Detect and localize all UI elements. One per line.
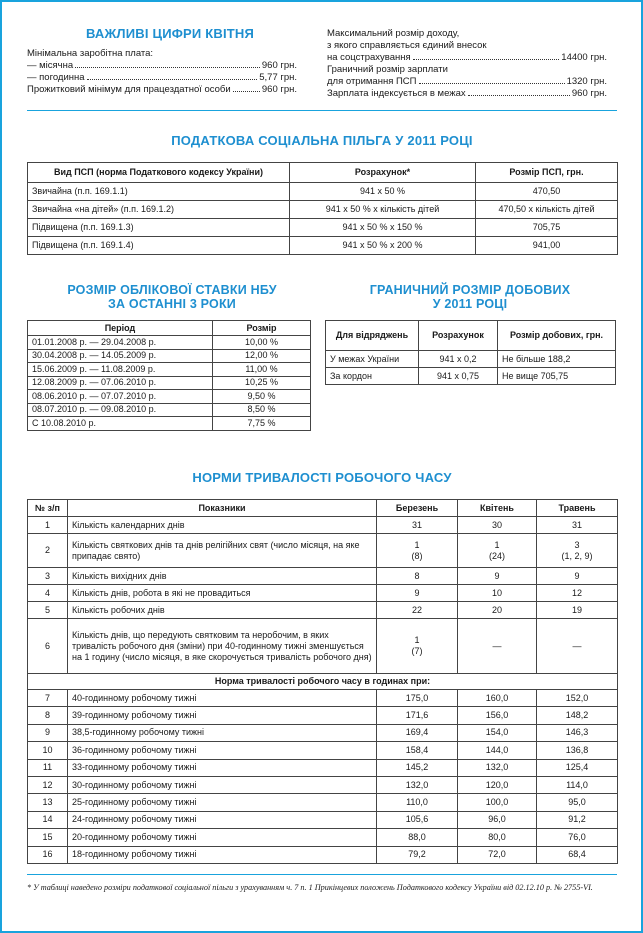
hours-cell: 72,0 (458, 846, 537, 863)
psp-title: ПОДАТКОВА СОЦІАЛЬНА ПІЛЬГА У 2011 РОЦІ (171, 133, 473, 148)
psp-header: Розрахунок* (290, 163, 476, 183)
table-row (28, 829, 618, 846)
daily-title (325, 283, 615, 311)
table-row (28, 811, 618, 828)
hourly-label: — погодинна (27, 72, 85, 83)
norms-cell: Кількість календарних днів (68, 517, 377, 534)
norms-cell: 6 (28, 619, 68, 674)
hourly-wage-row (27, 72, 297, 84)
psp-header: Розмір ПСП, грн. (476, 163, 618, 183)
hours-cell: 33-годинному робочому тижні (68, 759, 377, 776)
daily-cell: За кордон (326, 368, 419, 385)
norms-cell: 9 (377, 585, 458, 602)
norms-cell: 19 (537, 602, 618, 619)
norms-cell: 20 (458, 602, 537, 619)
norms-cell: — (537, 619, 618, 674)
nbu-title (27, 283, 317, 311)
hours-cell: 11 (28, 759, 68, 776)
hours-cell: 18-годинному робочому тижні (68, 846, 377, 863)
hours-cell: 169,4 (377, 724, 458, 741)
hours-cell: 175,0 (377, 690, 458, 707)
table-row (28, 690, 618, 707)
max-income-line1: Максимальний розмір доходу, (327, 28, 460, 39)
hours-cell: 10 (28, 742, 68, 759)
psp-cell: 470,50 x кількість дітей (476, 201, 618, 219)
key-figures-right (327, 28, 607, 100)
nbu-cell: 8,50 % (213, 403, 311, 417)
table-row (28, 376, 311, 390)
norms-cell: 30 (458, 517, 537, 534)
psp-cell: Звичайна (п.п. 169.1.1) (28, 183, 290, 201)
max-income-value: 14400 грн. (561, 52, 607, 63)
limit-row (327, 76, 607, 88)
norms-cell: Кількість вихідних днів (68, 568, 377, 585)
nbu-cell: 10,25 % (213, 376, 311, 390)
norms-cell: Кількість днів, що передують святковим та неробочим, в яких тривалість робочого дня (зміни) при 40-годинному тижні зменшується на 1 годину (число місяця, в яке скорочується тривалість робочого дня) (68, 619, 377, 674)
hours-cell: 36-годинному робочому тижні (68, 742, 377, 759)
norms-cell: 4 (28, 585, 68, 602)
table-row (28, 742, 618, 759)
hours-cell: 39-годинному робочому тижні (68, 707, 377, 724)
nbu-cell: 7,75 % (213, 417, 311, 431)
psp-table (27, 162, 618, 255)
max-income-row (327, 52, 607, 64)
hours-cell: 20-годинному робочому тижні (68, 829, 377, 846)
norms-cell: Кількість робочих днів (68, 602, 377, 619)
hours-cell: 132,0 (458, 759, 537, 776)
nbu-cell: 9,50 % (213, 390, 311, 404)
hours-cell: 88,0 (377, 829, 458, 846)
norms-cell: Кількість святкових днів та днів релігійних свят (число місяця, на яке припадає свято) (68, 534, 377, 568)
hours-cell: 105,6 (377, 811, 458, 828)
norms-header: Показники (68, 500, 377, 517)
indexed-label: Зарплата індексується в межах (327, 88, 466, 99)
hours-cell: 158,4 (377, 742, 458, 759)
table-row (28, 363, 311, 377)
table-row (28, 759, 618, 776)
hours-cell: 76,0 (537, 829, 618, 846)
psp-cell: 941 x 50 % x кількість дітей (290, 201, 476, 219)
table-row (28, 417, 311, 431)
table-row (28, 237, 618, 255)
hours-cell: 24-годинному робочому тижні (68, 811, 377, 828)
hours-cell: 132,0 (377, 776, 458, 793)
hours-cell: 14 (28, 811, 68, 828)
hours-cell: 15 (28, 829, 68, 846)
nbu-cell: 08.07.2010 р. — 09.08.2010 р. (28, 403, 213, 417)
table-row (28, 201, 618, 219)
table-row (28, 794, 618, 811)
hours-cell: 12 (28, 776, 68, 793)
daily-cell: 941 x 0,75 (419, 368, 498, 385)
psp-cell: 941 x 50 % (290, 183, 476, 201)
table-row (28, 846, 618, 863)
nbu-header-row (28, 321, 311, 336)
hours-cell: 8 (28, 707, 68, 724)
psp-cell: 705,75 (476, 219, 618, 237)
daily-cell: Не вище 705,75 (498, 368, 616, 385)
norms-cell: 3 (1, 2, 9) (537, 534, 618, 568)
nbu-cell: 12.08.2009 р. — 07.06.2010 р. (28, 376, 213, 390)
hours-cell: 144,0 (458, 742, 537, 759)
nbu-cell: 01.01.2008 р. — 29.04.2008 р. (28, 336, 213, 350)
psp-cell: Звичайна «на дітей» (п.п. 169.1.2) (28, 201, 290, 219)
nbu-cell: 12,00 % (213, 349, 311, 363)
daily-cell: 941 x 0,2 (419, 351, 498, 368)
nbu-title-line1: РОЗМІР ОБЛІКОВОЇ СТАВКИ НБУ (67, 283, 277, 297)
daily-header: Розмір добових, грн. (498, 321, 616, 351)
hours-cell: 171,6 (377, 707, 458, 724)
indexed-value: 960 грн. (571, 88, 607, 99)
norms-cell: 1 (7) (377, 619, 458, 674)
norms-cell: 5 (28, 602, 68, 619)
footnote-separator (27, 874, 617, 875)
nbu-cell: 11,00 % (213, 363, 311, 377)
psp-cell: Підвищена (п.п. 169.1.3) (28, 219, 290, 237)
table-row (28, 183, 618, 201)
hours-cell: 68,4 (537, 846, 618, 863)
indexed-row (327, 88, 607, 100)
daily-cell: Не більше 188,2 (498, 351, 616, 368)
daily-header-row (326, 321, 616, 351)
norms-cell: 31 (537, 517, 618, 534)
subsistence-label: Прожитковий мінімум для працездатної особи (27, 84, 231, 95)
table-row (28, 585, 618, 602)
norms-subheader-row (28, 674, 618, 690)
norms-subheader: Норма тривалості робочого часу в годинах при: (28, 674, 618, 690)
nbu-header: Розмір (213, 321, 311, 336)
max-income-line3: на соцстрахування (327, 52, 411, 63)
table-row (28, 517, 618, 534)
norms-cell: 9 (458, 568, 537, 585)
limit-line2: для отримання ПСП (327, 76, 417, 87)
psp-cell: 941,00 (476, 237, 618, 255)
table-row (28, 219, 618, 237)
hours-cell: 146,3 (537, 724, 618, 741)
hourly-value: 5,77 грн. (259, 72, 297, 83)
hours-cell: 154,0 (458, 724, 537, 741)
norms-header: № з/п (28, 500, 68, 517)
hours-cell: 100,0 (458, 794, 537, 811)
nbu-cell: 10,00 % (213, 336, 311, 350)
table-row (326, 368, 616, 385)
hours-cell: 79,2 (377, 846, 458, 863)
hours-cell: 156,0 (458, 707, 537, 724)
monthly-value: 960 грн. (261, 60, 297, 71)
psp-header-row (28, 163, 618, 183)
hours-cell: 9 (28, 724, 68, 741)
hours-cell: 7 (28, 690, 68, 707)
hours-cell: 80,0 (458, 829, 537, 846)
daily-title-line2: У 2011 РОЦІ (432, 297, 508, 311)
nbu-header: Період (28, 321, 213, 336)
daily-title-line1: ГРАНИЧНИЙ РОЗМІР ДОБОВИХ (369, 283, 571, 297)
nbu-cell: 30.04.2008 р. — 14.05.2009 р. (28, 349, 213, 363)
hours-cell: 16 (28, 846, 68, 863)
norms-cell: 9 (537, 568, 618, 585)
table-row (28, 390, 311, 404)
nbu-cell: С 10.08.2010 р. (28, 417, 213, 431)
psp-cell: 941 x 50 % x 150 % (290, 219, 476, 237)
hours-cell: 145,2 (377, 759, 458, 776)
norms-cell: 10 (458, 585, 537, 602)
norms-cell: 12 (537, 585, 618, 602)
hours-cell: 152,0 (537, 690, 618, 707)
norms-cell: 1 (28, 517, 68, 534)
separator (27, 110, 617, 111)
norms-cell: 3 (28, 568, 68, 585)
hours-cell: 114,0 (537, 776, 618, 793)
max-income-line2: з якого справляється єдиний внесок (327, 40, 487, 51)
hours-cell: 148,2 (537, 707, 618, 724)
monthly-label: — місячна (27, 60, 74, 71)
daily-table (325, 320, 616, 385)
table-row (326, 351, 616, 368)
daily-header: Розрахунок (419, 321, 498, 351)
table-row (28, 602, 618, 619)
footnote: * У таблиці наведено розміри податкової соціальної пільги з урахуванням ч. 7 п. 1 Прикінцевих положень Податкового кодексу України від 02.12.10 р. № 2755-VI. (27, 883, 593, 892)
key-figures-left (27, 48, 297, 96)
psp-cell: Підвищена (п.п. 169.1.4) (28, 237, 290, 255)
hours-cell: 38,5-годинному робочому тижні (68, 724, 377, 741)
hours-cell: 25-годинному робочому тижні (68, 794, 377, 811)
norms-header: Квітень (458, 500, 537, 517)
table-row (28, 403, 311, 417)
norms-header-row (28, 500, 618, 517)
daily-cell: У межах України (326, 351, 419, 368)
subsistence-value: 960 грн. (261, 84, 297, 95)
key-figures-title: ВАЖЛИВІ ЦИФРИ КВІТНЯ (85, 26, 255, 41)
table-row (28, 776, 618, 793)
psp-cell: 941 x 50 % x 200 % (290, 237, 476, 255)
norms-cell: 22 (377, 602, 458, 619)
table-row (28, 619, 618, 674)
min-wage-label: Мінімальна заробітна плата: (27, 48, 154, 59)
table-row (28, 534, 618, 568)
norms-cell: Кількість днів, робота в які не провадиться (68, 585, 377, 602)
table-row (28, 349, 311, 363)
norms-title: НОРМИ ТРИВАЛОСТІ РОБОЧОГО ЧАСУ (192, 470, 452, 485)
psp-cell: 470,50 (476, 183, 618, 201)
nbu-cell: 08.06.2010 р. — 07.07.2010 р. (28, 390, 213, 404)
hours-cell: 30-годинному робочому тижні (68, 776, 377, 793)
hours-cell: 125,4 (537, 759, 618, 776)
norms-cell: 8 (377, 568, 458, 585)
nbu-cell: 15.06.2009 р. — 11.08.2009 р. (28, 363, 213, 377)
hours-cell: 40-годинному робочому тижні (68, 690, 377, 707)
hours-cell: 120,0 (458, 776, 537, 793)
norms-cell: 2 (28, 534, 68, 568)
norms-header: Травень (537, 500, 618, 517)
nbu-table (27, 320, 311, 431)
norms-cell: 1 (24) (458, 534, 537, 568)
norms-table (27, 499, 618, 864)
table-row (28, 336, 311, 350)
monthly-wage-row (27, 60, 297, 72)
table-row (28, 568, 618, 585)
hours-cell: 110,0 (377, 794, 458, 811)
subsistence-row (27, 84, 297, 96)
hours-cell: 96,0 (458, 811, 537, 828)
norms-header: Березень (377, 500, 458, 517)
table-row (28, 707, 618, 724)
nbu-title-line2: ЗА ОСТАННІ 3 РОКИ (108, 297, 236, 311)
norms-cell: 31 (377, 517, 458, 534)
hours-cell: 160,0 (458, 690, 537, 707)
hours-cell: 95,0 (537, 794, 618, 811)
daily-header: Для відряджень (326, 321, 419, 351)
limit-line1: Граничний розмір зарплати (327, 64, 448, 75)
table-row (28, 724, 618, 741)
hours-cell: 13 (28, 794, 68, 811)
norms-cell: 1 (8) (377, 534, 458, 568)
hours-cell: 91,2 (537, 811, 618, 828)
psp-header: Вид ПСП (норма Податкового кодексу України) (28, 163, 290, 183)
norms-cell: — (458, 619, 537, 674)
limit-value: 1320 грн. (566, 76, 607, 87)
hours-cell: 136,8 (537, 742, 618, 759)
